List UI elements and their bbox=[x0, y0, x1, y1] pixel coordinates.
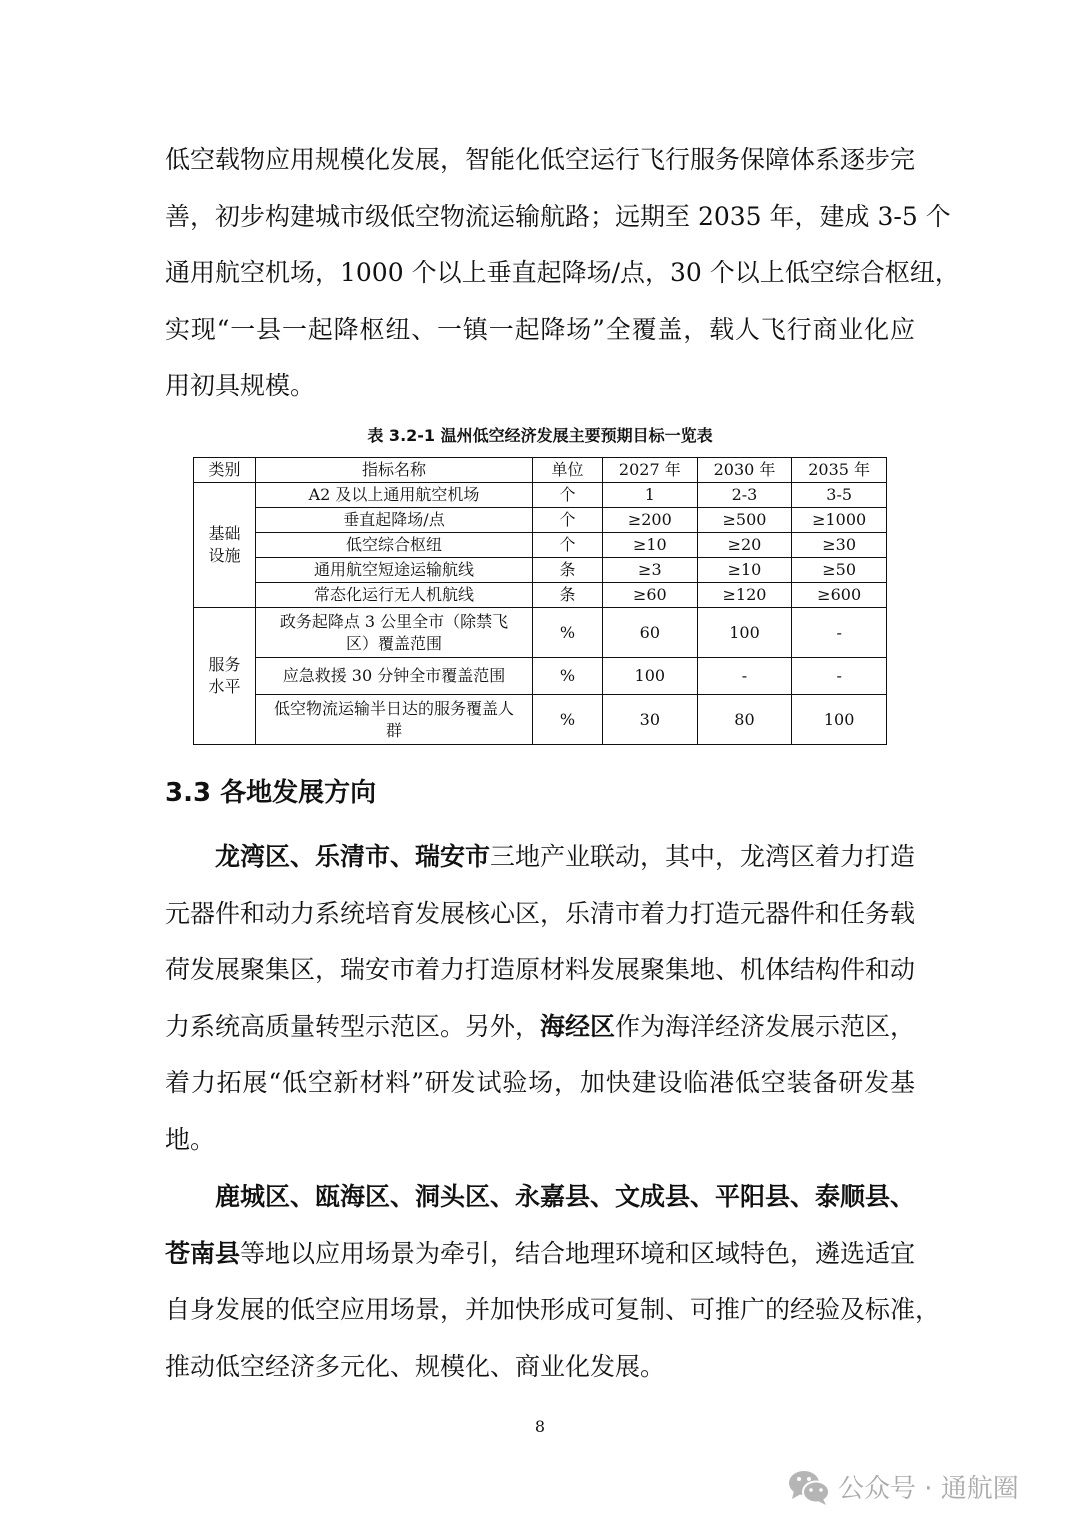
text-line bbox=[165, 942, 915, 999]
header-unit: 单位 bbox=[533, 458, 603, 483]
text-line bbox=[165, 1169, 915, 1226]
table-header-row bbox=[194, 458, 887, 483]
y2030-cell: ≥20 bbox=[697, 533, 792, 558]
text-line bbox=[165, 1112, 915, 1169]
watermark-text: 公众号 · 通航圈 bbox=[838, 1474, 1019, 1504]
text-line bbox=[165, 132, 915, 189]
table-row bbox=[194, 508, 887, 533]
y2035-cell: ≥600 bbox=[792, 583, 887, 608]
indicator-cell: 低空综合枢纽 bbox=[256, 533, 533, 558]
unit-cell: 个 bbox=[533, 508, 603, 533]
bold-text: 龙湾区、乐清市、瑞安市 bbox=[215, 842, 491, 871]
category-cell: 服务水平 bbox=[194, 608, 256, 745]
y2035-cell: 3-5 bbox=[792, 483, 887, 508]
unit-cell: 个 bbox=[533, 533, 603, 558]
y2027-cell: ≥200 bbox=[603, 508, 698, 533]
header-2030: 2030 年 bbox=[697, 458, 792, 483]
y2027-cell: ≥3 bbox=[603, 558, 698, 583]
table-row bbox=[194, 695, 887, 745]
text-run: 用初具规模。 bbox=[165, 371, 316, 400]
y2027-cell: 60 bbox=[603, 608, 698, 658]
header-category: 类别 bbox=[194, 458, 256, 483]
unit-cell: 条 bbox=[533, 583, 603, 608]
text-line bbox=[165, 829, 915, 886]
text-run: 等地以应用场景为牵引，结合地理环境和区域特色，遴选适宜 bbox=[240, 1238, 916, 1268]
table-row bbox=[194, 583, 887, 608]
text-line bbox=[165, 1282, 941, 1339]
y2035-cell: - bbox=[792, 608, 887, 658]
text-run: 元器件和动力系统培育发展核心区，乐清市着力打造元器件和任务载 bbox=[165, 898, 916, 928]
text-line bbox=[165, 1226, 915, 1283]
bold-text: 鹿城区、瓯海区、洞头区、永嘉县、文成县、平阳县、泰顺县、 bbox=[215, 1182, 916, 1211]
indicator-cell: 常态化运行无人机航线 bbox=[256, 583, 533, 608]
text-run: 低空载物应用规模化发展，智能化低空运行飞行服务保障体系逐步完 bbox=[165, 145, 916, 174]
text-run: 荷发展聚集区，瑞安市着力打造原材料发展聚集地、机体结构件和动 bbox=[165, 955, 916, 984]
text-line bbox=[165, 999, 915, 1056]
bold-text: 海经区 bbox=[540, 1011, 616, 1041]
y2030-cell: 80 bbox=[697, 695, 792, 745]
text-run: 着力拓展“低空新材料”研发试验场，加快建设临港低空装备研发基 bbox=[165, 1068, 915, 1097]
y2030-cell: ≥10 bbox=[697, 558, 792, 583]
y2030-cell: 2-3 bbox=[697, 483, 792, 508]
table-row bbox=[194, 533, 887, 558]
unit-cell: % bbox=[533, 658, 603, 695]
section-heading: 3.3 各地发展方向 bbox=[165, 778, 377, 808]
y2035-cell: 100 bbox=[792, 695, 887, 745]
paragraph-1 bbox=[165, 132, 960, 415]
text-run: 善，初步构建城市级低空物流运输航路；远期至 2035 年，建成 3-5 个 bbox=[165, 201, 951, 231]
text-run: 地。 bbox=[165, 1124, 216, 1154]
text-line bbox=[165, 1055, 915, 1112]
header-2027: 2027 年 bbox=[603, 458, 698, 483]
text-run: 实现“一县一起降枢纽、一镇一起降场”全覆盖，载人飞行商业化应 bbox=[165, 314, 915, 344]
paragraph-3 bbox=[165, 1169, 941, 1395]
text-run: 作为海洋经济发展示范区， bbox=[615, 1011, 916, 1041]
y2027-cell: ≥10 bbox=[603, 533, 698, 558]
table-caption: 表 3.2-1 温州低空经济发展主要预期目标一览表 bbox=[367, 426, 713, 445]
y2035-cell: ≥50 bbox=[792, 558, 887, 583]
table-row bbox=[194, 608, 887, 658]
table-row bbox=[194, 558, 887, 583]
text-line bbox=[165, 189, 951, 246]
y2035-cell: ≥1000 bbox=[792, 508, 887, 533]
wechat-icon bbox=[788, 1469, 830, 1505]
text-line bbox=[165, 1339, 915, 1396]
indicator-cell: 政务起降点 3 公里全市（除禁飞区）覆盖范围 bbox=[256, 608, 533, 658]
indicator-cell: 应急救援 30 分钟全市覆盖范围 bbox=[256, 658, 533, 695]
y2030-cell: - bbox=[697, 658, 792, 695]
text-line bbox=[165, 358, 915, 415]
y2027-cell: 100 bbox=[603, 658, 698, 695]
y2030-cell: ≥500 bbox=[697, 508, 792, 533]
text-line bbox=[165, 886, 915, 943]
y2027-cell: 1 bbox=[603, 483, 698, 508]
unit-cell: % bbox=[533, 608, 603, 658]
indicator-cell: 垂直起降场/点 bbox=[256, 508, 533, 533]
header-2035: 2035 年 bbox=[792, 458, 887, 483]
text-run: 通用航空机场，1000 个以上垂直起降场/点，30 个以上低空综合枢纽， bbox=[165, 258, 960, 287]
y2027-cell: 30 bbox=[603, 695, 698, 745]
indicator-cell: A2 及以上通用航空机场 bbox=[256, 483, 533, 508]
unit-cell: % bbox=[533, 695, 603, 745]
text-run: 自身发展的低空应用场景，并加快形成可复制、可推广的经验及标准， bbox=[165, 1295, 941, 1324]
text-run: 推动低空经济多元化、规模化、商业化发展。 bbox=[165, 1351, 666, 1381]
table-row bbox=[194, 483, 887, 508]
header-indicator: 指标名称 bbox=[256, 458, 533, 483]
text-run: 三地产业联动，其中，龙湾区着力打造 bbox=[490, 842, 916, 871]
table-row bbox=[194, 658, 887, 695]
indicator-cell: 通用航空短途运输航线 bbox=[256, 558, 533, 583]
page-number: 8 bbox=[534, 1417, 546, 1436]
y2027-cell: ≥60 bbox=[603, 583, 698, 608]
y2030-cell: ≥120 bbox=[697, 583, 792, 608]
category-cell: 基础设施 bbox=[194, 483, 256, 608]
text-line bbox=[165, 245, 960, 302]
y2030-cell: 100 bbox=[697, 608, 792, 658]
text-run: 力系统高质量转型示范区。另外， bbox=[165, 1011, 541, 1041]
y2035-cell: - bbox=[792, 658, 887, 695]
targets-table bbox=[193, 457, 887, 745]
watermark bbox=[788, 1468, 1019, 1505]
y2035-cell: ≥30 bbox=[792, 533, 887, 558]
bold-text: 苍南县 bbox=[165, 1238, 241, 1268]
unit-cell: 条 bbox=[533, 558, 603, 583]
indicator-cell: 低空物流运输半日达的服务覆盖人群 bbox=[256, 695, 533, 745]
paragraph-2 bbox=[165, 829, 915, 1168]
unit-cell: 个 bbox=[533, 483, 603, 508]
text-line bbox=[165, 302, 915, 359]
